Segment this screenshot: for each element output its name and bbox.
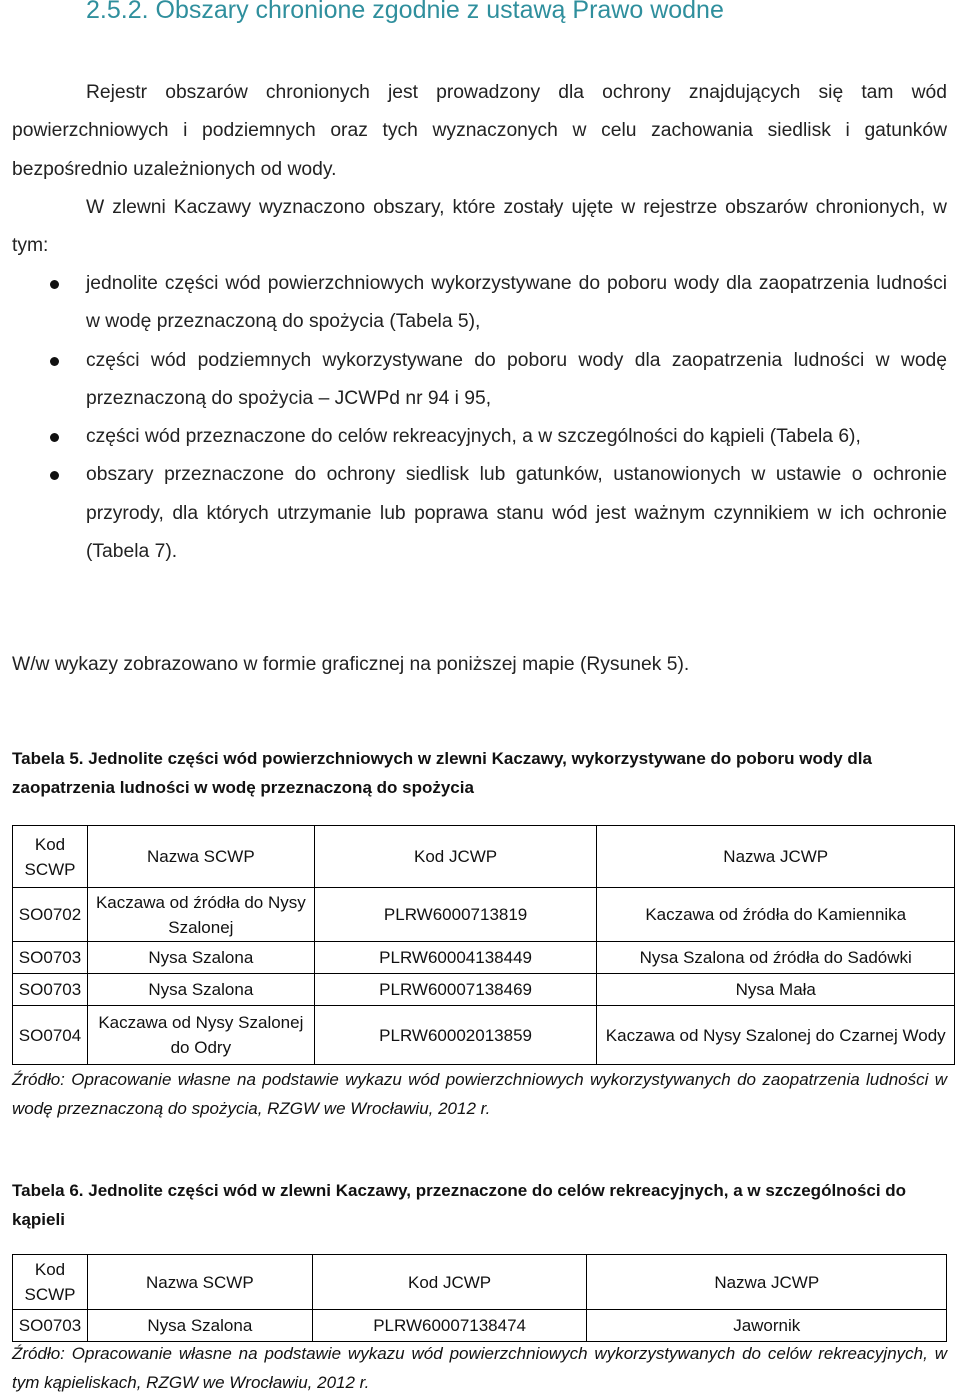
table-cell: PLRW6000713819 (314, 888, 597, 942)
table-cell: PLRW60007138474 (312, 1310, 587, 1342)
table-cell: Nysa Szalona od źródła do Sadówki (597, 942, 955, 974)
table-cell: Nysa Szalona (87, 942, 314, 974)
table-cell: Kaczawa od źródła do Kamiennika (597, 888, 955, 942)
table-row (13, 974, 955, 1006)
table-row (13, 1006, 955, 1065)
map-reference-paragraph: W/w wykazy zobrazowano w formie graficznej na poniższej mapie (Rysunek 5). (12, 654, 690, 675)
table5-title: Jednolite części wód powierzchniowych w zlewni Kaczawy, wykorzystywane do poboru wody dla zaopatrzenia ludności w wodę przeznaczoną do spożycia (12, 749, 872, 797)
table5-label: Tabela 5. (12, 749, 84, 768)
table-cell: Kaczawa od Nysy Szalonej do Czarnej Wody (597, 1006, 955, 1065)
table-cell: SO0703 (13, 942, 88, 974)
table-header-row (13, 826, 955, 888)
table-cell: SO0703 (13, 1310, 88, 1342)
table-row (13, 888, 955, 942)
table-cell: Nysa Szalona (87, 974, 314, 1006)
column-header: Nazwa JCWP (587, 1255, 947, 1310)
column-header: Kod SCWP (13, 1255, 88, 1310)
list-item: obszary przeznaczone do ochrony siedlisk lub gatunków, ustanowionych w ustawie o ochronie przyrody, dla których utrzymanie lub poprawa stanu wód jest ważnym czynnikiem w ich ochronie (Tabela 7). (0, 456, 947, 571)
table-cell: PLRW60007138469 (314, 974, 597, 1006)
table-cell: Nysa Mała (597, 974, 955, 1006)
table-cell: PLRW60002013859 (314, 1006, 597, 1065)
column-header: Nazwa SCWP (87, 826, 314, 888)
scope-paragraph: W zlewni Kaczawy wyznaczono obszary, które zostały ujęte w rejestrze obszarów chronionych, w tym: (12, 197, 947, 257)
table-cell: SO0704 (13, 1006, 88, 1065)
intro-paragraph: Rejestr obszarów chronionych jest prowadzony dla ochrony znajdujących się tam wód powierzchniowych i podziemnych oraz tych wyznaczonych w celu zachowania siedlisk i gatunków bezpośrednio uzależnionych od wody. (12, 82, 947, 180)
table5 (12, 825, 955, 1065)
column-header: Kod JCWP (314, 826, 597, 888)
list-item: części wód podziemnych wykorzystywane do poboru wody dla zaopatrzenia ludności w wodę przeznaczoną do spożycia – JCWPd nr 94 i 95, (0, 342, 947, 419)
table-cell: Kaczawa od Nysy Szalonej do Odry (87, 1006, 314, 1065)
bullet-icon (50, 433, 59, 442)
table5-caption (12, 744, 947, 802)
table-cell: PLRW60004138449 (314, 942, 597, 974)
column-header: Kod SCWP (13, 826, 88, 888)
table-row (13, 1310, 947, 1342)
column-header: Nazwa SCWP (87, 1255, 312, 1310)
bullet-icon (50, 280, 59, 289)
table-cell: SO0703 (13, 974, 88, 1006)
bullet-icon (50, 357, 59, 366)
table-cell: Jawornik (587, 1310, 947, 1342)
table6-caption (12, 1176, 947, 1234)
column-header: Kod JCWP (312, 1255, 587, 1310)
table6-source-note: Źródło: Opracowanie własne na podstawie wykazu wód powierzchniowych wykorzystywanych do celów rekreacyjnych, w tym kąpieliskach, RZGW we Wrocławiu, 2012 r. (12, 1344, 947, 1392)
table-cell: Nysa Szalona (87, 1310, 312, 1342)
table6-label: Tabela 6. (12, 1181, 84, 1200)
protected-areas-list (0, 265, 960, 571)
table-cell: SO0702 (13, 888, 88, 942)
list-item: części wód przeznaczone do celów rekreacyjnych, a w szczególności do kąpieli (Tabela 6), (0, 418, 947, 456)
section-heading: 2.5.2. Obszary chronione zgodnie z ustawą Prawo wodne (86, 0, 724, 24)
table6 (12, 1254, 947, 1342)
table5-source-note: Źródło: Opracowanie własne na podstawie wykazu wód powierzchniowych wykorzystywanych do zaopatrzenia ludności w wodę przeznaczoną do spożycia, RZGW we Wrocławiu, 2012 r. (12, 1070, 947, 1118)
table-header-row (13, 1255, 947, 1310)
table-row (13, 942, 955, 974)
table-cell: Kaczawa od źródła do Nysy Szalonej (87, 888, 314, 942)
table6-title: Jednolite części wód w zlewni Kaczawy, przeznaczone do celów rekreacyjnych, a w szczególności do kąpieli (12, 1181, 907, 1229)
list-item: jednolite części wód powierzchniowych wykorzystywane do poboru wody dla zaopatrzenia ludności w wodę przeznaczoną do spożycia (Tabela 5), (0, 265, 947, 342)
column-header: Nazwa JCWP (597, 826, 955, 888)
bullet-icon (50, 471, 59, 480)
